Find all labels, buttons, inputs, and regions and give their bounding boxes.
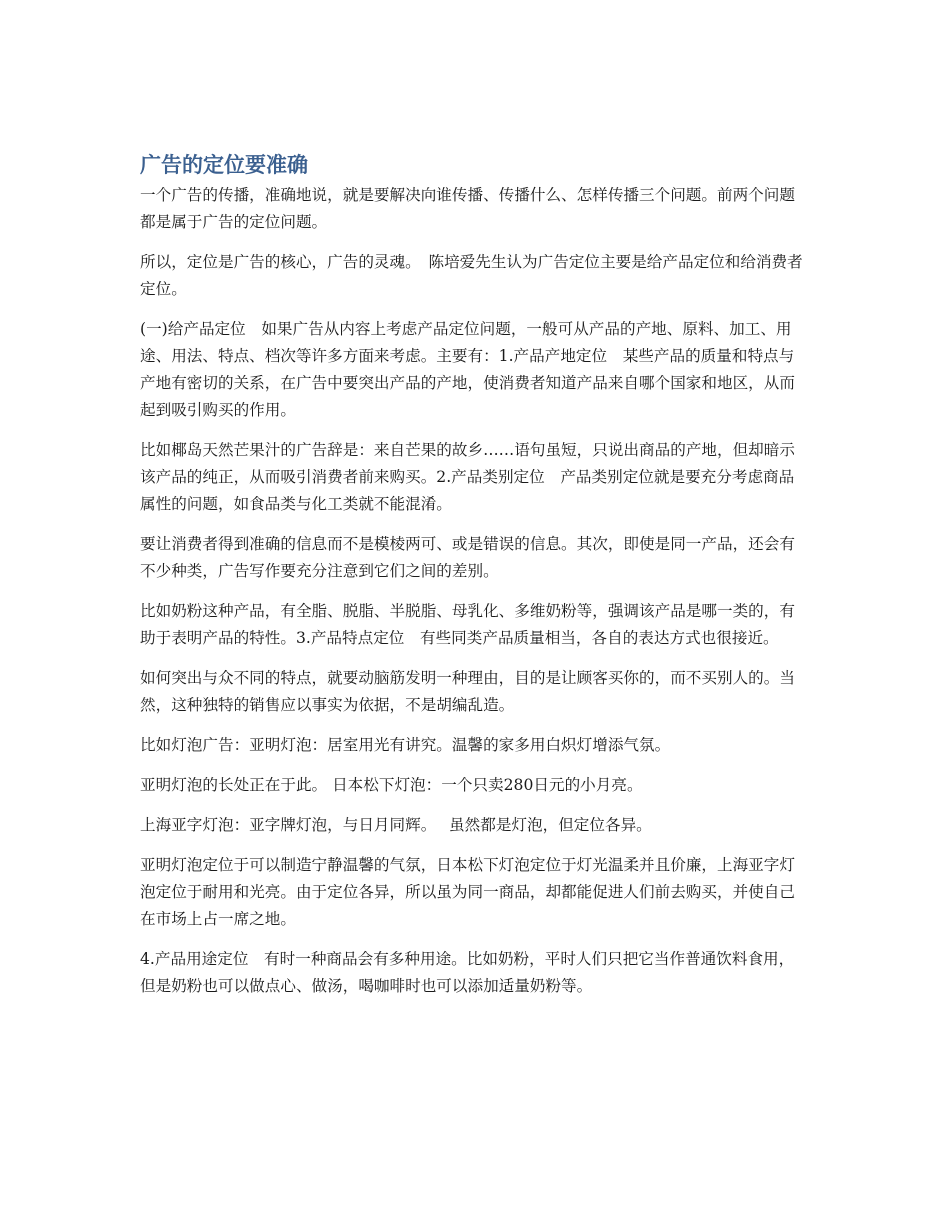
paragraph: 所以，定位是广告的核心，广告的灵魂。 陈培爱先生认为广告定位主要是给产品定位和给消费者定位。 (140, 253, 803, 298)
paragraph: 要让消费者得到准确的信息而不是模棱两可、或是错误的信息。其次，即使是同一产品，还会有不少种类，广告写作要充分注意到它们之间的差别。 (140, 535, 795, 580)
paragraph: 比如灯泡广告：亚明灯泡：居室用光有讲究。温馨的家多用白炽灯增添气氛。 (140, 736, 671, 754)
paragraph: 比如奶粉这种产品，有全脂、脱脂、半脱脂、母乳化、多维奶粉等，强调该产品是哪一类的，有助于表明产品的特性。3.产品特点定位 有些同类产品质量相当，各自的表达方式也很接近。 (140, 602, 795, 647)
paragraph: 4.产品用途定位 有时一种商品会有多种用途。比如奶粉，平时人们只把它当作普通饮料食用，但是奶粉也可以做点心、做汤，喝咖啡时也可以添加适量奶粉等。 (140, 950, 795, 995)
paragraph: 亚明灯泡定位于可以制造宁静温馨的气氛，日本松下灯泡定位于灯光温柔并且价廉，上海亚字灯泡定位于耐用和光亮。由于定位各异，所以虽为同一商品，却都能促进人们前去购买，并使自己在市场上占一席之地。 (140, 856, 795, 928)
paragraph: 亚明灯泡的长处正在于此。 日本松下灯泡：一个只卖280日元的小月亮。 (140, 776, 643, 794)
paragraph: 如何突出与众不同的特点，就要动脑筋发明一种理由，目的是让顾客买你的，而不买别人的。当然，这种独特的销售应以事实为依据，不是胡编乱造。 (140, 669, 795, 714)
paragraph: 上海亚字灯泡：亚字牌灯泡，与日月同辉。 虽然都是灯泡，但定位各异。 (140, 816, 652, 834)
paragraph: 一个广告的传播，准确地说，就是要解决向谁传播、传播什么、怎样传播三个问题。前两个问题都是属于广告的定位问题。 (140, 186, 795, 231)
paragraph: 比如椰岛天然芒果汁的广告辞是：来自芒果的故乡……语句虽短，只说出商品的产地，但却暗示该产品的纯正，从而吸引消费者前来购买。2.产品类别定位 产品类别定位就是要充分考虑商品属性的问题，如食品类与化工类就不能混淆。 (140, 441, 795, 513)
document-title: 广告的定位要准确 (140, 153, 308, 177)
paragraph: (一)给产品定位 如果广告从内容上考虑产品定位问题，一般可从产品的产地、原料、加工、用途、用法、特点、档次等许多方面来考虑。主要有：1.产品产地定位 某些产品的质量和特点与产地有密切的关系，在广告中要突出产品的产地，使消费者知道产品来自哪个国家和地区，从而起到吸引购买的作用。 (140, 320, 795, 419)
document-page (140, 150, 808, 1013)
